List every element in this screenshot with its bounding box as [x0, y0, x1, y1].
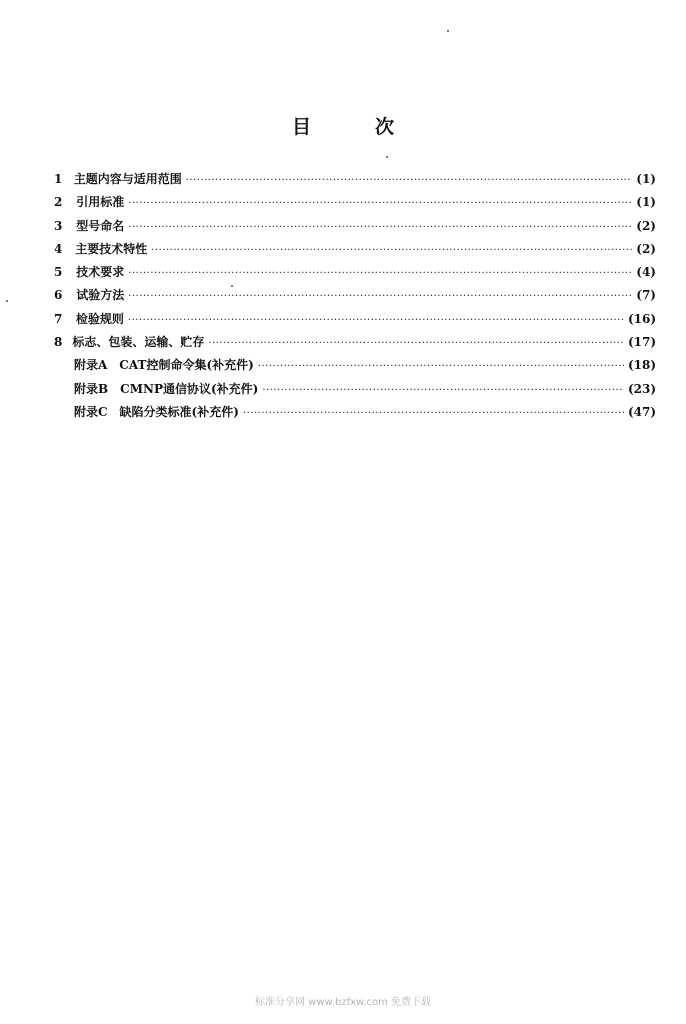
toc-entry-label: 附录A CAT控制命令集(补充件) [74, 358, 254, 373]
scan-speck [231, 285, 233, 287]
toc-appendix-b[interactable] [54, 380, 656, 403]
toc-entry-label: 附录B CMNP通信协议(补充件) [74, 381, 259, 396]
toc-entry-page: (47) [627, 404, 656, 419]
toc-leader-dots [128, 291, 632, 302]
toc-entry-label: 主题内容与适用范围 [73, 172, 182, 186]
toc-entry-page: (2) [636, 241, 656, 256]
toc-title [0, 112, 686, 139]
toc-leader-dots [258, 361, 624, 372]
toc-entry-number: 3 [54, 218, 63, 233]
toc-entry-page: (2) [636, 218, 656, 233]
toc-entry-page: (18) [627, 358, 656, 373]
toc-leader-dots [186, 175, 633, 186]
toc-leader-dots [151, 245, 632, 256]
toc-entry-2[interactable] [54, 193, 656, 216]
toc-entry-5[interactable] [54, 263, 656, 286]
toc-leader-dots [262, 385, 624, 396]
toc-entry-label: 引用标准 [76, 195, 125, 210]
toc-entry-number: 7 [54, 311, 63, 326]
toc-entry-6[interactable] [54, 286, 656, 309]
toc-entry-page: (1) [636, 172, 656, 186]
toc-entry-number: 2 [54, 195, 63, 210]
toc-entry-label: 技术要求 [76, 265, 125, 280]
toc-list [54, 170, 656, 426]
toc-leader-dots [128, 315, 624, 326]
toc-entry-page: (23) [627, 381, 656, 396]
footer-watermark: 标准分享网 www.bzfxw.com 免费下载 [255, 997, 431, 1008]
toc-leader-dots [128, 268, 632, 279]
toc-entry-page: (4) [636, 265, 656, 280]
toc-leader-dots [128, 198, 632, 209]
toc-appendix-c[interactable] [54, 403, 656, 426]
toc-entry-page: (16) [627, 311, 656, 326]
toc-entry-3[interactable] [54, 217, 656, 240]
toc-title-char-2: 次 [375, 116, 395, 138]
toc-entry-number: 4 [54, 241, 63, 256]
scan-speck [447, 30, 449, 32]
toc-entry-number: 6 [54, 288, 63, 303]
toc-entry-page: (17) [627, 335, 656, 350]
toc-entry-number: 1 [54, 172, 63, 186]
toc-entry-label: 检验规则 [75, 311, 124, 326]
toc-entry-page: (1) [636, 195, 656, 210]
toc-entry-label: 型号命名 [76, 218, 125, 233]
toc-entry-page: (7) [636, 288, 656, 303]
toc-entry-4[interactable] [54, 240, 656, 263]
toc-entry-label: 试验方法 [76, 288, 125, 303]
toc-leader-dots [243, 408, 624, 419]
toc-entry-number: 5 [54, 265, 63, 280]
toc-entry-1[interactable] [54, 170, 656, 193]
toc-entry-7[interactable] [54, 310, 656, 333]
toc-entry-number: 8 [54, 335, 63, 350]
toc-entry-label: 附录C 缺陷分类标准(补充件) [74, 404, 239, 419]
scan-speck [6, 300, 8, 302]
scan-speck [386, 156, 388, 158]
toc-entry-label: 标志、包装、运输、贮存 [72, 335, 205, 350]
toc-entry-label: 主要技术特性 [75, 241, 148, 256]
toc-appendix-a[interactable] [54, 356, 656, 379]
toc-leader-dots [128, 222, 632, 233]
toc-title-char-1: 目 [291, 116, 311, 138]
toc-entry-8[interactable] [54, 333, 656, 356]
toc-leader-dots [208, 338, 624, 349]
